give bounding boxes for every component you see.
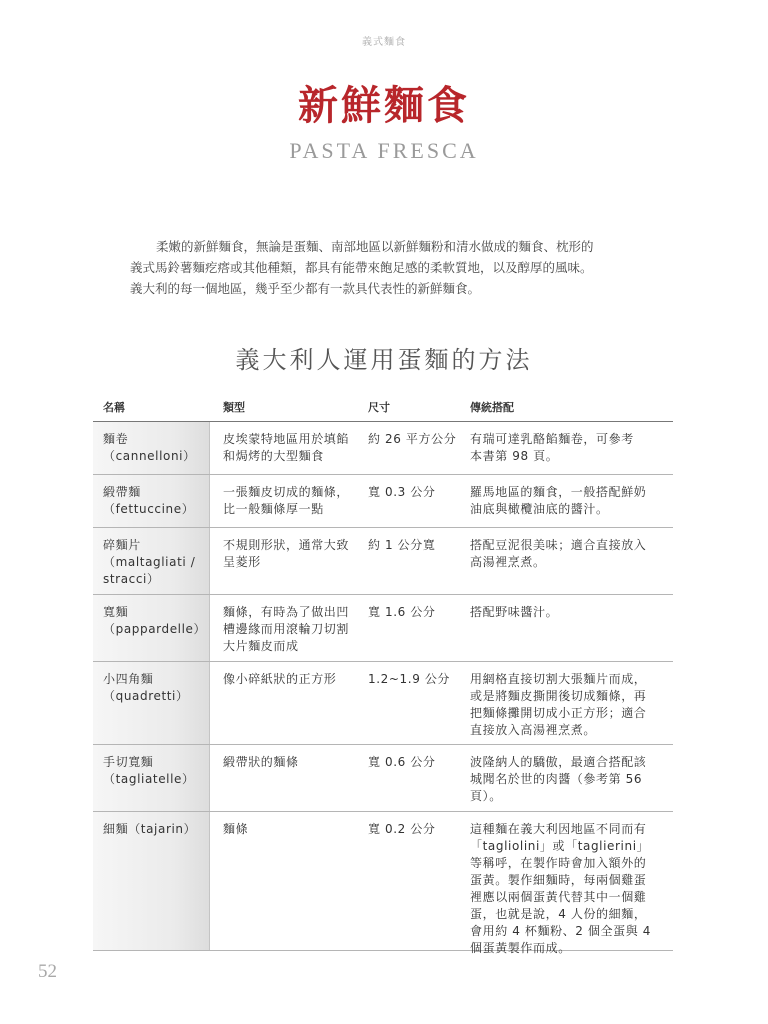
cell-pairing <box>458 662 673 744</box>
cell-pairing <box>458 422 673 474</box>
cell-type <box>210 812 356 950</box>
table-header <box>93 399 673 422</box>
cell-type <box>210 745 356 811</box>
cell-line: 小四角麵 <box>103 672 154 686</box>
cell-line: 一張麵皮切成的麵條， <box>223 485 350 499</box>
table-row <box>93 528 673 595</box>
cell-pairing <box>458 812 673 955</box>
cell-pairing <box>458 595 673 661</box>
cell-line: （tagliatelle） <box>103 772 195 786</box>
cell-line: 槽邊緣而用滾輪刀切割 <box>223 622 350 636</box>
cell-line: （cannelloni） <box>103 449 196 463</box>
table-row <box>93 422 673 475</box>
cell-line: 本書第 98 頁。 <box>470 449 559 463</box>
page-subtitle: PASTA FRESCA <box>289 138 479 163</box>
cell-line: 寬麵 <box>103 605 129 619</box>
cell-line: 會用約 4 杯麵粉、2 個全蛋與 4 <box>470 924 651 938</box>
cell-line: 「tagliolini」或「taglierini」 <box>470 839 650 853</box>
cell-line: 麵卷 <box>103 432 129 446</box>
header-type: 類型 <box>223 401 245 414</box>
cell-type <box>210 662 356 744</box>
cell-line: 把麵條攤開切成小正方形；適合 <box>470 706 647 720</box>
cell-size <box>356 475 458 527</box>
cell-line: （fettuccine） <box>103 502 195 516</box>
table-row <box>93 595 673 662</box>
intro-paragraph <box>130 236 650 299</box>
cell-type <box>210 475 356 527</box>
cell-line: 有瑞可達乳酪餡麵卷，可參考 <box>470 432 634 446</box>
cell-type <box>210 595 356 661</box>
intro-line: 義大利的每一個地區，幾乎至少都有一款具代表性的新鮮麵食。 <box>130 281 481 296</box>
cell-line: 麵條 <box>223 822 249 836</box>
cell-line: （maltagliati / <box>103 555 196 569</box>
cell-line: 蛋，也就是說，4 人份的細麵， <box>470 907 647 921</box>
cell-line: 麵條，有時為了做出凹 <box>223 605 350 619</box>
cell-line: 碎麵片 <box>103 538 141 552</box>
cell-name <box>93 745 210 811</box>
cell-pairing <box>458 475 673 527</box>
cell-name <box>93 422 210 474</box>
cell-type <box>210 528 356 594</box>
cell-line: 細麵（tajarin） <box>103 822 197 836</box>
table-row <box>93 745 673 812</box>
page-number: 52 <box>38 961 57 982</box>
cell-name <box>93 595 210 661</box>
cell-line: （pappardelle） <box>103 622 207 636</box>
cell-line: 這種麵在義大利因地區不同而有 <box>470 822 647 836</box>
cell-line: 搭配豆泥很美味；適合直接放入 <box>470 538 647 552</box>
cell-line: stracci） <box>103 572 160 586</box>
cell-size <box>356 595 458 661</box>
cell-size <box>356 662 458 744</box>
cell-line: 蛋黃。製作細麵時，每兩個雞蛋 <box>470 873 647 887</box>
table-row <box>93 812 673 955</box>
cell-line: 直接放入高湯裡烹煮。 <box>470 723 597 737</box>
cell-line: 或是將麵皮撕開後切成麵條，再 <box>470 689 647 703</box>
cell-line: 油底與橄欖油底的醬汁。 <box>470 502 609 516</box>
cell-line: 等稱呼，在製作時會加入額外的 <box>470 856 647 870</box>
cell-line: 羅馬地區的麵食，一般搭配鮮奶 <box>470 485 647 499</box>
section-heading: 義大利人運用蛋麵的方法 <box>235 346 533 374</box>
cell-line: 裡應以兩個蛋黃代替其中一個雞 <box>470 890 647 904</box>
header-name: 名稱 <box>103 401 125 414</box>
cell-line: 手切寬麵 <box>103 755 154 769</box>
cell-type <box>210 422 356 474</box>
cell-line: 像小碎紙狀的正方形 <box>223 672 337 686</box>
cell-size <box>356 422 458 474</box>
table-row <box>93 475 673 528</box>
cell-pairing <box>458 528 673 594</box>
pasta-table <box>93 399 673 955</box>
cell-line: 用網格直接切割大張麵片而成， <box>470 672 647 686</box>
cell-line: 城聞名於世的肉醬（參考第 56 <box>470 772 643 786</box>
cell-line: 約 26 平方公分 <box>368 432 457 446</box>
cell-line: 緞帶狀的麵條 <box>223 755 299 769</box>
cell-name <box>93 475 210 527</box>
cell-line: 約 1 公分寬 <box>368 538 436 552</box>
running-header: 義式麵食 <box>362 37 406 48</box>
cell-line: 緞帶麵 <box>103 485 141 499</box>
cell-name <box>93 662 210 744</box>
cell-line: 大片麵皮而成 <box>223 639 299 653</box>
cell-line: 皮埃蒙特地區用於填餡 <box>223 432 350 446</box>
cell-name <box>93 812 210 950</box>
intro-line: 柔嫩的新鮮麵食，無論是蛋麵、南部地區以新鮮麵粉和清水做成的麵食、枕形的 <box>156 239 594 254</box>
cell-line: 不規則形狀，通常大致 <box>223 538 350 552</box>
intro-line: 義式馬鈴薯麵疙瘩或其他種類，都具有能帶來飽足感的柔軟質地，以及醇厚的風味。 <box>130 260 593 275</box>
cell-pairing <box>458 745 673 811</box>
cell-line: 頁）。 <box>470 789 502 803</box>
cell-line: 寬 0.2 公分 <box>368 822 436 836</box>
cell-line: 比一般麵條厚一點 <box>223 502 324 516</box>
table-row <box>93 662 673 745</box>
header-size: 尺寸 <box>368 401 390 414</box>
cell-name <box>93 528 210 594</box>
cell-line: 寬 1.6 公分 <box>368 605 436 619</box>
cell-line: （quadretti） <box>103 689 189 703</box>
cell-line: 和焗烤的大型麵食 <box>223 449 324 463</box>
cell-line: 波隆納人的驕傲，最適合搭配該 <box>470 755 647 769</box>
cell-line: 寬 0.3 公分 <box>368 485 436 499</box>
cell-line: 搭配野味醬汁。 <box>470 605 559 619</box>
cell-line: 高湯裡烹煮。 <box>470 555 546 569</box>
cell-line: 呈菱形 <box>223 555 261 569</box>
cell-size <box>356 812 458 950</box>
cell-size <box>356 528 458 594</box>
cell-size <box>356 745 458 811</box>
cell-line: 寬 0.6 公分 <box>368 755 436 769</box>
cell-line: 個蛋黃製作而成。 <box>470 941 571 955</box>
page-title: 新鮮麵食 <box>298 82 470 129</box>
table-body <box>93 422 673 955</box>
header-pairing: 傳統搭配 <box>470 401 514 414</box>
cell-line: 1.2~1.9 公分 <box>368 672 451 686</box>
